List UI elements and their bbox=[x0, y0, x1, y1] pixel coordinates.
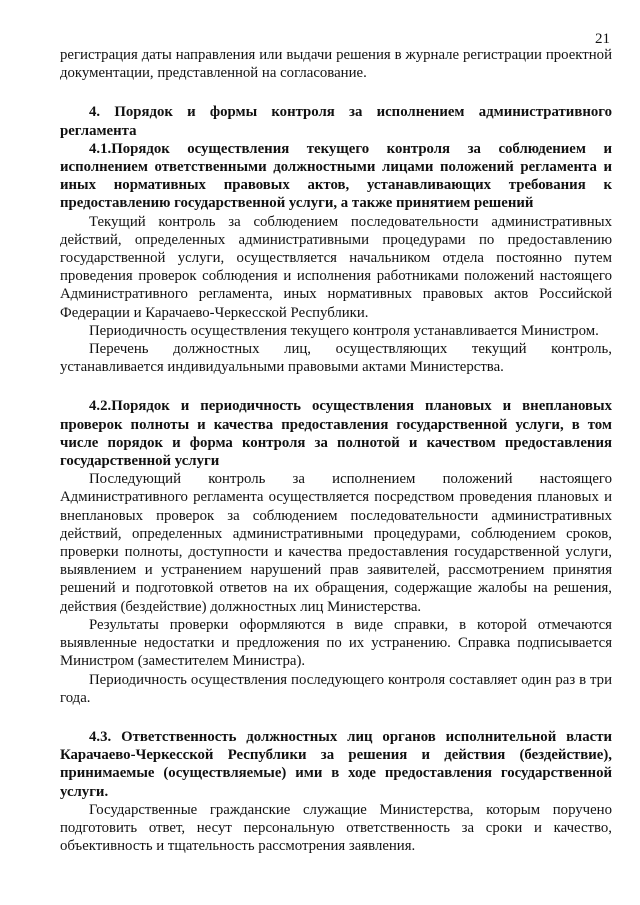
section-4-1-paragraph-2: Периодичность осуществления текущего контроля устанавливается Министром. bbox=[89, 322, 599, 339]
section-4-1-heading: 4.1.Порядок осуществления текущего контроля за соблюдением и исполнением ответственными должностными лицами положений регламента и иных нормативных правовых актов, устанавливающих требования к предоставлению государственной услуги, а также принятием решений bbox=[60, 140, 612, 212]
section-4-2-heading: 4.2.Порядок и периодичность осуществления плановых и внеплановых проверок полноты и качества предоставления государственной услуги, в том числе порядок и форма контроля за полнотой и качеством предоставления государственной услуги bbox=[60, 398, 612, 470]
page-number: 21 bbox=[595, 31, 610, 47]
intro-paragraph: регистрация даты направления или выдачи решения в журнале регистрации проектной документации, представленной на согласование. bbox=[60, 47, 612, 82]
section-4-2-paragraph-1: Последующий контроль за исполнением положений настоящего Административного регламента осуществляется посредством проведения плановых и внеплановых проверок за соблюдением последовательности административных действий, определенных административными процедурами, соблюдением сроков, проверки полноты, доступности и качества предоставления государственной услуги, выявлением и устранением нарушений прав заявителей, рассмотрением принятия решений и подготовкой ответов на их обращения, содержащие жалобы на решения, действия (бездействие) должностных лиц Министерства. bbox=[60, 471, 612, 615]
section-4-1-paragraph-1: Текущий контроль за соблюдением последовательности административных действий, определенных административными процедурами по предоставлению государственной услуги, осуществляется начальником отдела постоянно путем проведения проверок соблюдения и исполнения работниками положений настоящего Административного регламента, иных нормативных правовых актов Российской Федерации и Карачаево-Черкесской Республики. bbox=[60, 213, 612, 321]
document-body bbox=[60, 46, 612, 855]
section-4-3-heading: 4.3. Ответственность должностных лиц органов исполнительной власти Карачаево-Черкесской Республики за решения и действия (бездействие), принимаемые (осуществляемые) ими в ходе предоставления государственной услуги. bbox=[60, 728, 612, 800]
section-4-3-paragraph-1: Государственные гражданские служащие Министерства, которым поручено подготовить ответ, несут персональную ответственность за сроки и качество, объективность и тщательность рассмотрения заявления. bbox=[60, 801, 612, 855]
section-4-heading: 4. Порядок и формы контроля за исполнением административного регламента bbox=[60, 104, 612, 139]
section-4-2-paragraph-2: Результаты проверки оформляются в виде справки, в которой отмечаются выявленные недостатки и предложения по их устранению. Справка подписывается Министром (заместителем Министра). bbox=[60, 616, 612, 670]
section-4-2-paragraph-3: Периодичность осуществления последующего контроля составляет один раз в три года. bbox=[60, 671, 612, 706]
section-4-1-paragraph-3: Перечень должностных лиц, осуществляющих текущий контроль, устанавливается индивидуальными правовыми актами Министерства. bbox=[60, 341, 612, 376]
